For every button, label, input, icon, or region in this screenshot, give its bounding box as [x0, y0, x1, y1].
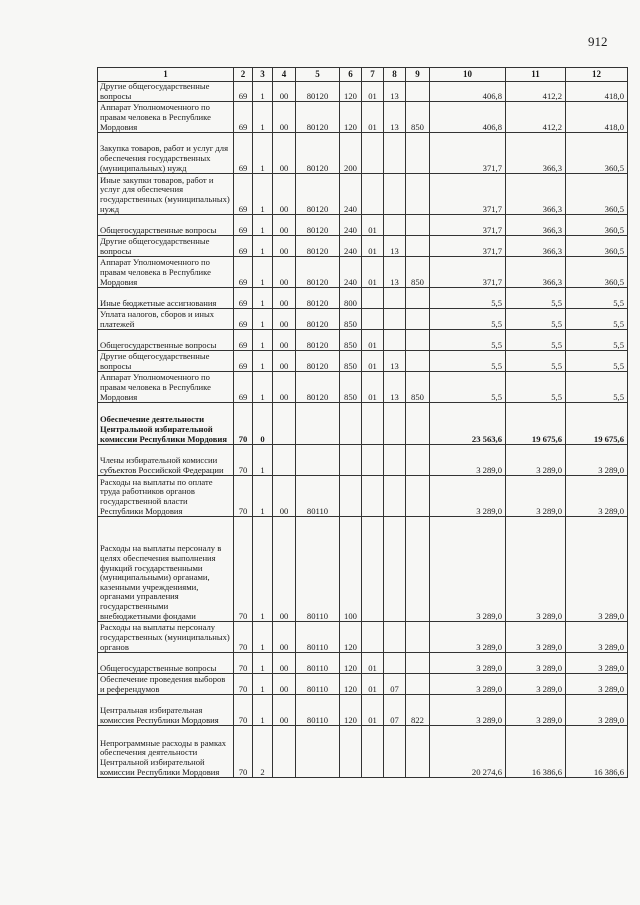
amount-cell: 3 289,0 [430, 517, 506, 622]
code-cell: 00 [273, 257, 296, 288]
code-cell: 01 [362, 372, 384, 403]
amount-cell: 5,5 [506, 288, 566, 309]
code-cell: 1 [253, 330, 273, 351]
amount-cell: 3 289,0 [506, 476, 566, 517]
code-cell: 1 [253, 288, 273, 309]
code-cell: 80110 [296, 476, 340, 517]
amount-cell: 5,5 [506, 351, 566, 372]
column-header: 11 [506, 68, 566, 82]
amount-cell: 3 289,0 [506, 445, 566, 476]
code-cell: 1 [253, 133, 273, 174]
amount-cell: 360,5 [566, 257, 628, 288]
code-cell: 00 [273, 102, 296, 133]
amount-cell: 5,5 [430, 330, 506, 351]
row-name-cell: Аппарат Уполномоченного по правам человека в Республике Мордовия [98, 102, 234, 133]
amount-cell: 412,2 [506, 102, 566, 133]
amount-cell: 3 289,0 [506, 695, 566, 726]
amount-cell: 3 289,0 [506, 517, 566, 622]
amount-cell: 3 289,0 [506, 674, 566, 695]
code-cell: 1 [253, 257, 273, 288]
amount-cell: 20 274,6 [430, 726, 506, 778]
code-cell: 00 [273, 133, 296, 174]
amount-cell: 3 289,0 [506, 653, 566, 674]
amount-cell: 366,3 [506, 133, 566, 174]
amount-cell: 5,5 [506, 330, 566, 351]
code-cell: 822 [406, 695, 430, 726]
code-cell: 00 [273, 236, 296, 257]
code-cell [406, 517, 430, 622]
code-cell: 01 [362, 257, 384, 288]
code-cell: 800 [340, 288, 362, 309]
code-cell: 0 [253, 403, 273, 445]
code-cell: 00 [273, 695, 296, 726]
code-cell [406, 351, 430, 372]
code-cell [384, 445, 406, 476]
code-cell: 240 [340, 215, 362, 236]
amount-cell: 3 289,0 [430, 695, 506, 726]
code-cell [340, 445, 362, 476]
code-cell: 70 [234, 622, 253, 653]
amount-cell: 412,2 [506, 82, 566, 102]
code-cell [362, 476, 384, 517]
table-row [98, 653, 628, 674]
row-name-cell: Общегосударственные вопросы [98, 330, 234, 351]
amount-cell: 3 289,0 [506, 622, 566, 653]
code-cell [384, 215, 406, 236]
table-row [98, 288, 628, 309]
code-cell [384, 653, 406, 674]
code-cell: 01 [362, 236, 384, 257]
table-row [98, 476, 628, 517]
code-cell: 80120 [296, 309, 340, 330]
amount-cell: 5,5 [430, 351, 506, 372]
code-cell [384, 174, 406, 215]
amount-cell: 371,7 [430, 215, 506, 236]
amount-cell: 3 289,0 [566, 476, 628, 517]
code-cell: 850 [340, 372, 362, 403]
column-header: 10 [430, 68, 506, 82]
amount-cell: 418,0 [566, 82, 628, 102]
amount-cell: 371,7 [430, 236, 506, 257]
row-name-cell: Общегосударственные вопросы [98, 653, 234, 674]
row-name-cell: Другие общегосударственные вопросы [98, 82, 234, 102]
code-cell: 1 [253, 674, 273, 695]
row-name-cell: Иные закупки товаров, работ и услуг для обеспечения государственных (муниципальных) нужд [98, 174, 234, 215]
code-cell: 69 [234, 133, 253, 174]
code-cell [406, 674, 430, 695]
code-cell [406, 445, 430, 476]
code-cell: 00 [273, 174, 296, 215]
code-cell: 80120 [296, 257, 340, 288]
code-cell [406, 622, 430, 653]
amount-cell: 16 386,6 [566, 726, 628, 778]
column-header: 9 [406, 68, 430, 82]
code-cell: 13 [384, 372, 406, 403]
column-header: 5 [296, 68, 340, 82]
code-cell [362, 622, 384, 653]
code-cell: 850 [406, 257, 430, 288]
table-row [98, 726, 628, 778]
code-cell: 01 [362, 330, 384, 351]
code-cell: 80120 [296, 102, 340, 133]
code-cell: 80120 [296, 82, 340, 102]
amount-cell: 3 289,0 [566, 622, 628, 653]
row-name-cell: Обеспечение проведения выборов и референдумов [98, 674, 234, 695]
code-cell: 1 [253, 82, 273, 102]
amount-cell: 19 675,6 [566, 403, 628, 445]
amount-cell: 5,5 [430, 372, 506, 403]
amount-cell: 371,7 [430, 133, 506, 174]
code-cell: 120 [340, 653, 362, 674]
row-name-cell: Члены избирательной комиссии субъектов Российской Федерации [98, 445, 234, 476]
row-name-cell: Иные бюджетные ассигнования [98, 288, 234, 309]
row-name-cell: Обеспечение деятельности Центральной избирательной комиссии Республики Мордовия [98, 403, 234, 445]
code-cell [362, 288, 384, 309]
amount-cell: 5,5 [566, 330, 628, 351]
amount-cell: 5,5 [566, 309, 628, 330]
amount-cell: 5,5 [566, 351, 628, 372]
table-row [98, 215, 628, 236]
amount-cell: 5,5 [430, 309, 506, 330]
amount-cell: 360,5 [566, 236, 628, 257]
code-cell: 00 [273, 517, 296, 622]
row-name-cell: Общегосударственные вопросы [98, 215, 234, 236]
code-cell: 80110 [296, 517, 340, 622]
code-cell: 80120 [296, 236, 340, 257]
code-cell: 240 [340, 174, 362, 215]
amount-cell: 366,3 [506, 174, 566, 215]
code-cell: 80110 [296, 674, 340, 695]
table-row [98, 445, 628, 476]
code-cell: 69 [234, 372, 253, 403]
row-name-cell: Другие общегосударственные вопросы [98, 236, 234, 257]
code-cell: 1 [253, 476, 273, 517]
table-row [98, 695, 628, 726]
code-cell: 70 [234, 726, 253, 778]
code-cell: 01 [362, 215, 384, 236]
amount-cell: 3 289,0 [566, 653, 628, 674]
code-cell [406, 309, 430, 330]
code-cell [406, 236, 430, 257]
code-cell: 850 [340, 330, 362, 351]
code-cell: 01 [362, 653, 384, 674]
code-cell: 00 [273, 309, 296, 330]
code-cell: 80120 [296, 215, 340, 236]
code-cell: 1 [253, 236, 273, 257]
row-name-cell: Расходы на выплаты персоналу государственных (муниципальных) органов [98, 622, 234, 653]
table-row [98, 102, 628, 133]
code-cell: 120 [340, 695, 362, 726]
amount-cell: 3 289,0 [566, 695, 628, 726]
code-cell [384, 622, 406, 653]
code-cell: 00 [273, 82, 296, 102]
code-cell: 69 [234, 330, 253, 351]
code-cell: 70 [234, 403, 253, 445]
code-cell: 80120 [296, 174, 340, 215]
row-name-cell: Другие общегосударственные вопросы [98, 351, 234, 372]
code-cell: 69 [234, 102, 253, 133]
code-cell: 120 [340, 622, 362, 653]
code-cell [406, 174, 430, 215]
code-cell [340, 403, 362, 445]
code-cell: 01 [362, 695, 384, 726]
code-cell: 1 [253, 695, 273, 726]
code-cell: 240 [340, 257, 362, 288]
row-name-cell: Аппарат Уполномоченного по правам человека в Республике Мордовия [98, 257, 234, 288]
column-header: 1 [98, 68, 234, 82]
code-cell [384, 517, 406, 622]
code-cell: 69 [234, 174, 253, 215]
amount-cell: 406,8 [430, 82, 506, 102]
code-cell: 850 [340, 309, 362, 330]
amount-cell: 3 289,0 [430, 653, 506, 674]
code-cell: 80110 [296, 622, 340, 653]
code-cell: 01 [362, 674, 384, 695]
code-cell: 80120 [296, 133, 340, 174]
table-row [98, 82, 628, 102]
row-name-cell: Уплата налогов, сборов и иных платежей [98, 309, 234, 330]
code-cell: 00 [273, 215, 296, 236]
amount-cell: 360,5 [566, 133, 628, 174]
row-name-cell: Расходы на выплаты по оплате труда работников органов государственной власти Республики Мордовия [98, 476, 234, 517]
table-row [98, 674, 628, 695]
row-name-cell: Аппарат Уполномоченного по правам человека в Республике Мордовия [98, 372, 234, 403]
column-header: 4 [273, 68, 296, 82]
table-row [98, 309, 628, 330]
amount-cell: 371,7 [430, 257, 506, 288]
code-cell: 69 [234, 215, 253, 236]
code-cell: 80110 [296, 653, 340, 674]
code-cell: 1 [253, 174, 273, 215]
code-cell: 00 [273, 476, 296, 517]
amount-cell: 3 289,0 [430, 476, 506, 517]
code-cell: 1 [253, 517, 273, 622]
code-cell: 69 [234, 351, 253, 372]
code-cell: 00 [273, 653, 296, 674]
code-cell: 70 [234, 517, 253, 622]
amount-cell: 366,3 [506, 215, 566, 236]
header-row [98, 68, 628, 82]
amount-cell: 3 289,0 [430, 674, 506, 695]
code-cell: 200 [340, 133, 362, 174]
code-cell [273, 445, 296, 476]
code-cell: 120 [340, 102, 362, 133]
column-header: 3 [253, 68, 273, 82]
amount-cell: 3 289,0 [430, 445, 506, 476]
code-cell [362, 133, 384, 174]
amount-cell: 3 289,0 [566, 674, 628, 695]
code-cell [406, 133, 430, 174]
table-row [98, 351, 628, 372]
amount-cell: 5,5 [430, 288, 506, 309]
code-cell: 80120 [296, 351, 340, 372]
code-cell [384, 133, 406, 174]
column-header: 8 [384, 68, 406, 82]
code-cell: 120 [340, 674, 362, 695]
budget-table [97, 67, 628, 778]
code-cell [406, 476, 430, 517]
code-cell: 07 [384, 695, 406, 726]
code-cell [384, 726, 406, 778]
code-cell [362, 445, 384, 476]
code-cell: 13 [384, 236, 406, 257]
code-cell [384, 330, 406, 351]
code-cell: 00 [273, 351, 296, 372]
page-number: 912 [588, 34, 608, 49]
code-cell: 100 [340, 517, 362, 622]
code-cell: 13 [384, 82, 406, 102]
code-cell: 01 [362, 82, 384, 102]
code-cell: 850 [340, 351, 362, 372]
code-cell: 1 [253, 622, 273, 653]
code-cell: 70 [234, 653, 253, 674]
code-cell [296, 403, 340, 445]
amount-cell: 3 289,0 [430, 622, 506, 653]
code-cell: 13 [384, 351, 406, 372]
code-cell: 00 [273, 622, 296, 653]
column-header: 7 [362, 68, 384, 82]
row-name-cell: Расходы на выплаты персоналу в целях обеспечения выполнения функций государственными (муниципальными) органами, казенными учреждениями, органами управления государственными внебюджетными фондами [98, 517, 234, 622]
code-cell: 69 [234, 288, 253, 309]
code-cell: 01 [362, 102, 384, 133]
code-cell [384, 403, 406, 445]
code-cell [406, 726, 430, 778]
amount-cell: 19 675,6 [506, 403, 566, 445]
code-cell: 80120 [296, 288, 340, 309]
amount-cell: 366,3 [506, 236, 566, 257]
code-cell [362, 726, 384, 778]
code-cell: 01 [362, 351, 384, 372]
code-cell: 1 [253, 445, 273, 476]
table-row [98, 372, 628, 403]
code-cell [340, 726, 362, 778]
code-cell: 1 [253, 372, 273, 403]
code-cell: 69 [234, 236, 253, 257]
code-cell: 00 [273, 372, 296, 403]
code-cell [362, 517, 384, 622]
code-cell: 80110 [296, 695, 340, 726]
code-cell: 70 [234, 476, 253, 517]
code-cell: 120 [340, 82, 362, 102]
code-cell [362, 174, 384, 215]
code-cell: 69 [234, 82, 253, 102]
amount-cell: 366,3 [506, 257, 566, 288]
column-header: 6 [340, 68, 362, 82]
code-cell: 07 [384, 674, 406, 695]
code-cell [406, 403, 430, 445]
code-cell: 850 [406, 102, 430, 133]
table-row [98, 236, 628, 257]
code-cell [340, 476, 362, 517]
code-cell: 00 [273, 674, 296, 695]
table-row [98, 330, 628, 351]
code-cell: 850 [406, 372, 430, 403]
amount-cell: 23 563,6 [430, 403, 506, 445]
code-cell: 13 [384, 102, 406, 133]
code-cell [273, 403, 296, 445]
code-cell: 00 [273, 288, 296, 309]
code-cell [273, 726, 296, 778]
code-cell: 13 [384, 257, 406, 288]
code-cell [406, 330, 430, 351]
amount-cell: 3 289,0 [566, 517, 628, 622]
code-cell: 1 [253, 653, 273, 674]
amount-cell: 5,5 [506, 372, 566, 403]
table-row [98, 174, 628, 215]
amount-cell: 16 386,6 [506, 726, 566, 778]
code-cell: 1 [253, 309, 273, 330]
amount-cell: 5,5 [506, 309, 566, 330]
code-cell: 2 [253, 726, 273, 778]
code-cell: 1 [253, 102, 273, 133]
table-body [98, 82, 628, 778]
table-row [98, 403, 628, 445]
table-row [98, 133, 628, 174]
amount-cell: 360,5 [566, 174, 628, 215]
table-row [98, 517, 628, 622]
code-cell [384, 476, 406, 517]
amount-cell: 5,5 [566, 372, 628, 403]
amount-cell: 418,0 [566, 102, 628, 133]
code-cell [362, 403, 384, 445]
code-cell [296, 726, 340, 778]
code-cell: 69 [234, 257, 253, 288]
code-cell: 70 [234, 674, 253, 695]
amount-cell: 406,8 [430, 102, 506, 133]
code-cell [384, 288, 406, 309]
column-header: 2 [234, 68, 253, 82]
amount-cell: 3 289,0 [566, 445, 628, 476]
code-cell: 69 [234, 309, 253, 330]
code-cell [362, 309, 384, 330]
code-cell [406, 215, 430, 236]
code-cell: 1 [253, 351, 273, 372]
code-cell [406, 653, 430, 674]
table-row [98, 622, 628, 653]
code-cell [406, 288, 430, 309]
amount-cell: 360,5 [566, 215, 628, 236]
code-cell: 70 [234, 445, 253, 476]
column-header: 12 [566, 68, 628, 82]
code-cell: 80120 [296, 330, 340, 351]
code-cell: 70 [234, 695, 253, 726]
code-cell [384, 309, 406, 330]
amount-cell: 371,7 [430, 174, 506, 215]
row-name-cell: Закупка товаров, работ и услуг для обеспечения государственных (муниципальных) нужд [98, 133, 234, 174]
row-name-cell: Непрограммные расходы в рамках обеспечения деятельности Центральной избирательной комиссии Республики Мордовия [98, 726, 234, 778]
row-name-cell: Центральная избирательная комиссия Республики Мордовия [98, 695, 234, 726]
amount-cell: 5,5 [566, 288, 628, 309]
table-row [98, 257, 628, 288]
code-cell: 1 [253, 215, 273, 236]
code-cell: 80120 [296, 372, 340, 403]
code-cell: 240 [340, 236, 362, 257]
code-cell: 00 [273, 330, 296, 351]
code-cell [406, 82, 430, 102]
code-cell [296, 445, 340, 476]
